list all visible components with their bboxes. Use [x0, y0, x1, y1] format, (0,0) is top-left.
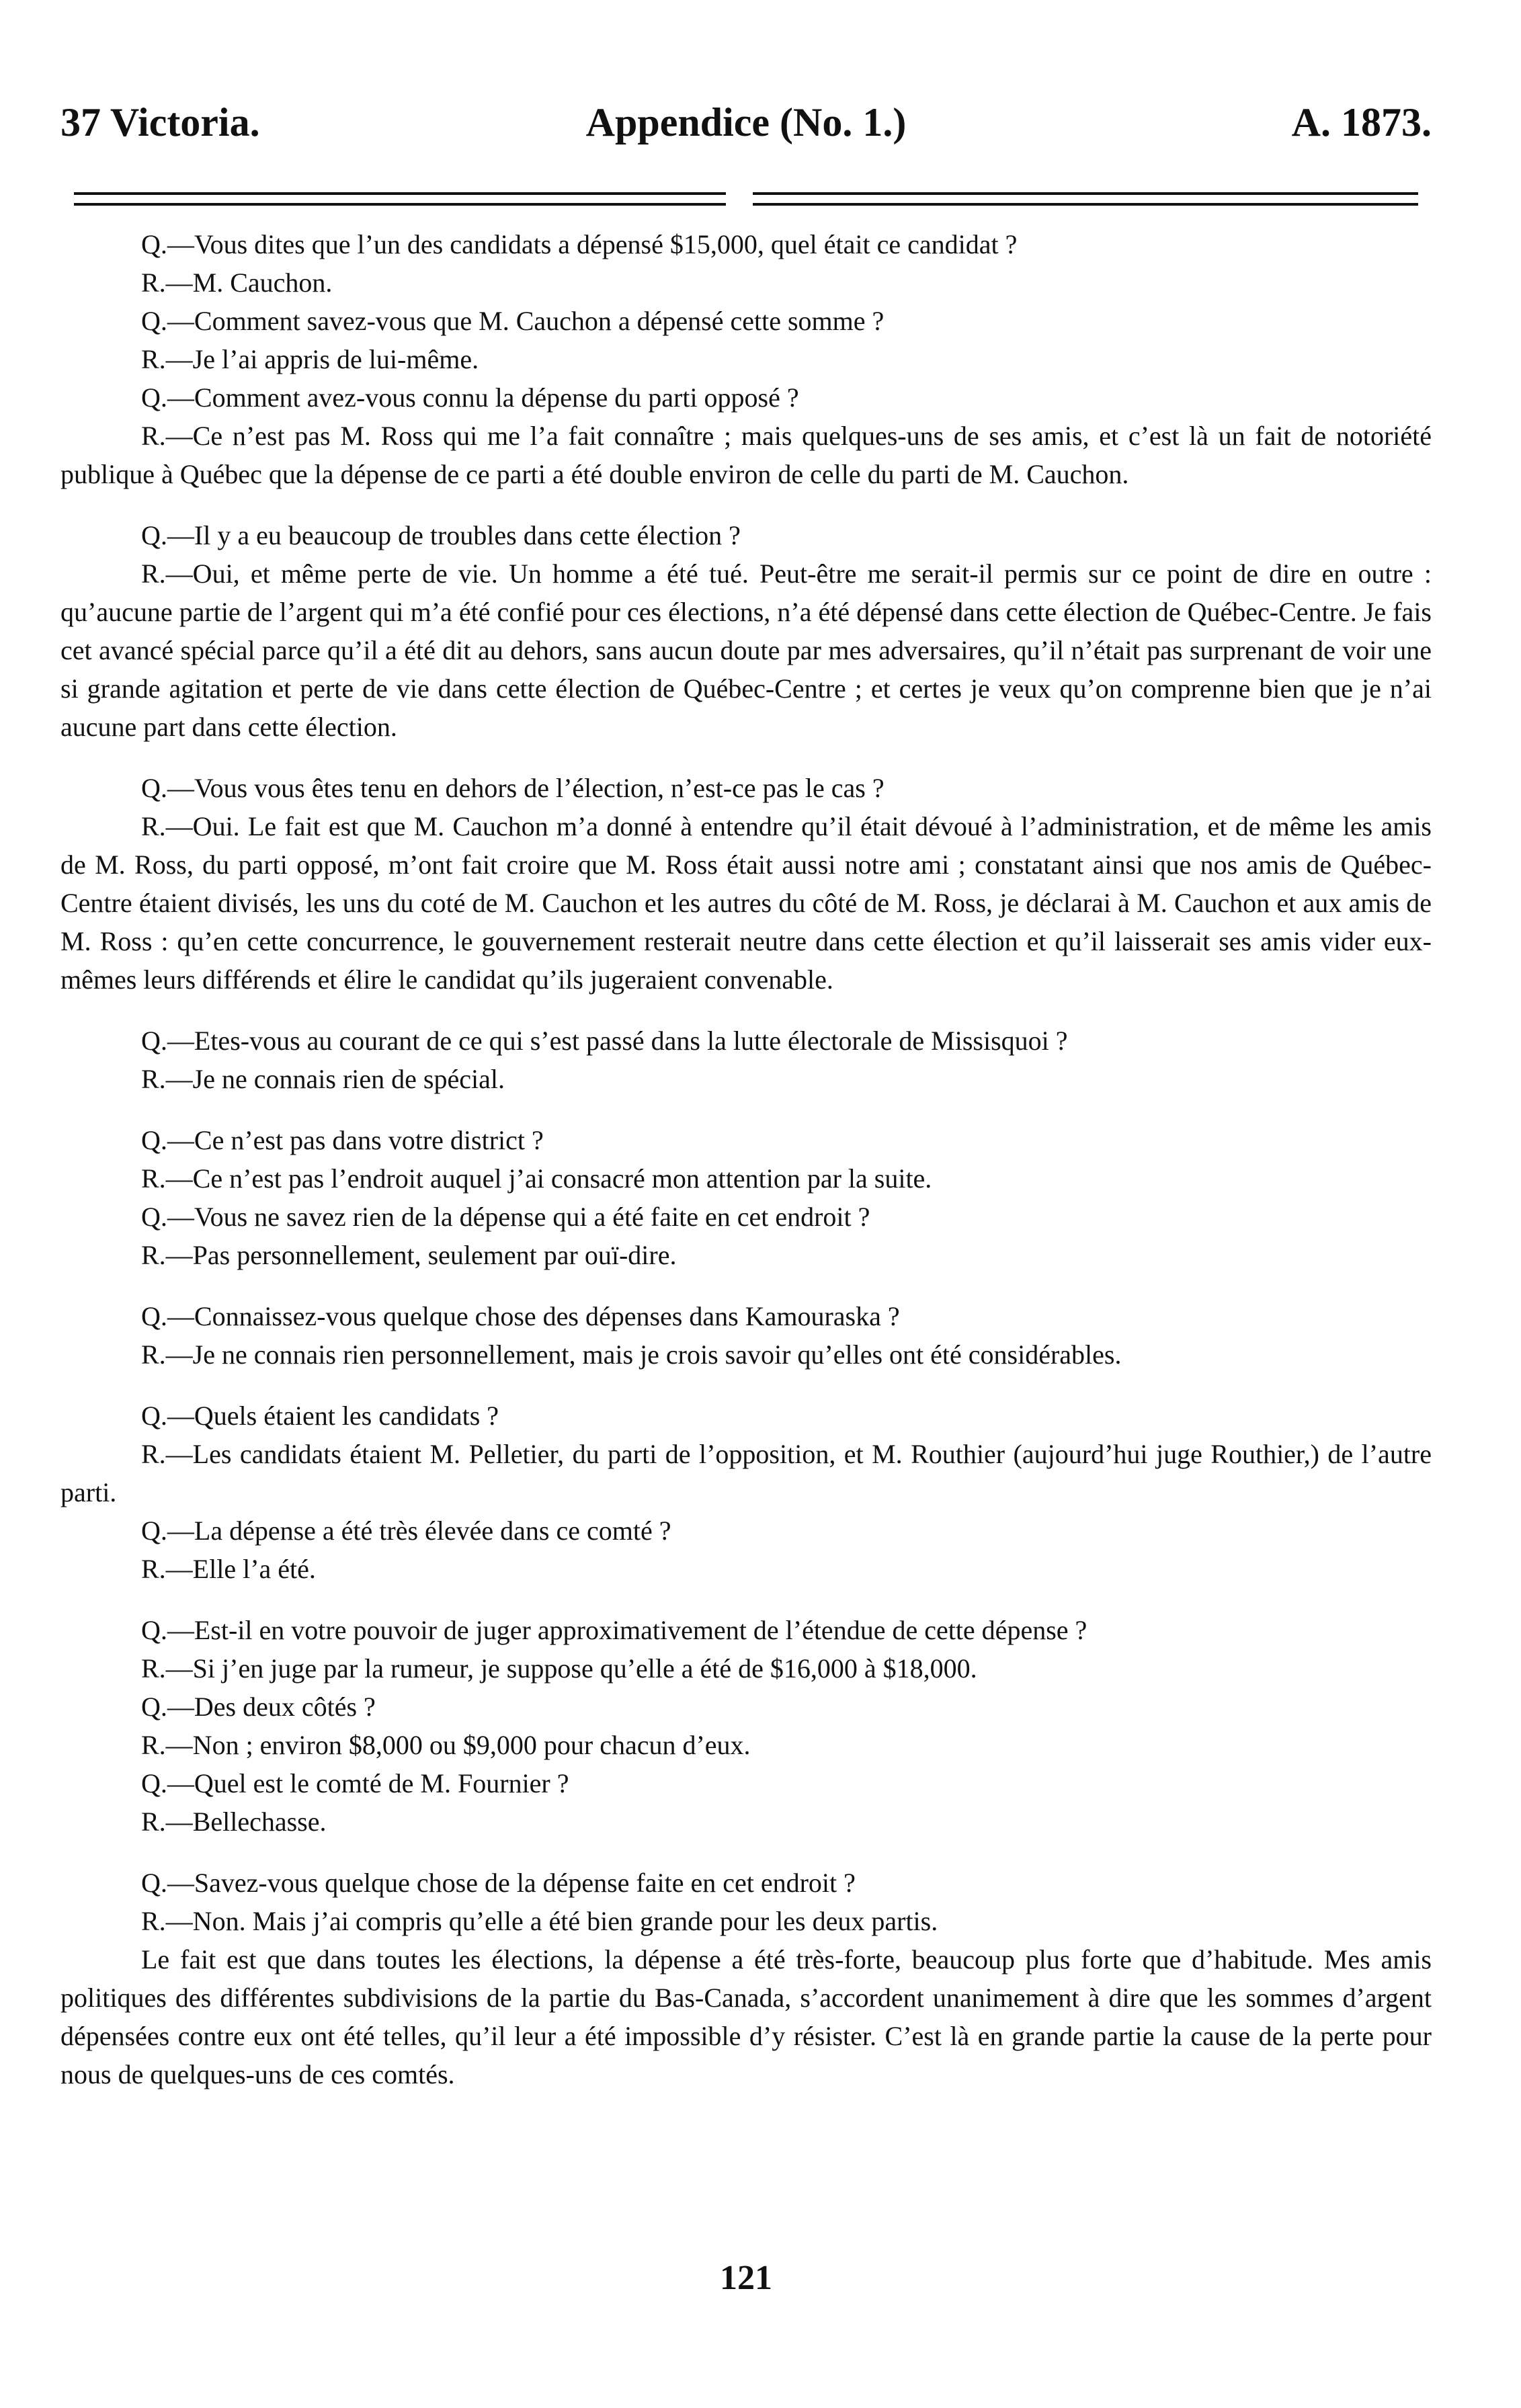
section-2 — [60, 516, 1432, 746]
question-line: Q.—Il y a eu beaucoup de troubles dans cette élection ? — [141, 520, 741, 550]
section-6 — [60, 1297, 1432, 1374]
header-rule-right — [753, 192, 1418, 206]
document-page — [60, 0, 1432, 2408]
header-left: 37 Victoria. — [60, 100, 260, 144]
answer-paragraph: R.—Oui, et même perte de vie. Un homme a été tué. Peut-être me serait-il permis sur ce point de dire en outre : qu’aucune partie de l’argent qui m’a été confié pour ces élections, n’a été dépensé dans cette élection de Québec-Centre. Je fais cet avancé spécial parce qu’il a été dit au dehors, sans aucun doute par mes adversaires, qu’il n’était pas surprenant de voir une si grande agitation et perte de vie dans cette élection de Québec-Centre ; et certes je veux qu’on comprenne bien que je n’ai aucune part dans cette élection. — [60, 558, 1432, 742]
question-line: Q.—Quels étaient les candidats ? — [141, 1401, 499, 1431]
answer-line: R.—M. Cauchon. — [141, 267, 333, 298]
section-4 — [60, 1022, 1432, 1098]
question-line: Q.—Vous dites que l’un des candidats a dépensé $15,000, quel était ce candidat ? — [141, 229, 1018, 259]
question-line: Q.—Connaissez-vous quelque chose des dépenses dans Kamouraska ? — [141, 1301, 900, 1331]
answer-line: R.—Ce n’est pas l’endroit auquel j’ai consacré mon attention par la suite. — [141, 1163, 932, 1194]
closing-paragraph: Le fait est que dans toutes les élections, la dépense a été très-forte, beaucoup plus forte que d’habitude. Mes amis politiques des différentes subdivisions de la partie du Bas-Canada, s’accordent unanimement à dire que les sommes d’argent dépensées contre eux ont été telles, qu’il leur a été impossible d’y résister. C’est là en grande partie la cause de la perte pour nous de quelques-uns de ces comtés. — [60, 1944, 1432, 2089]
section-7 — [60, 1397, 1432, 1588]
answer-paragraph: R.—Oui. Le fait est que M. Cauchon m’a donné à entendre qu’il était dévoué à l’administration, et de même les amis de M. Ross, du parti opposé, m’ont fait croire que M. Ross était aussi notre ami ; constatant ainsi que nos amis de Québec-Centre étaient divisés, les uns du coté de M. Cauchon et les autres du côté de M. Ross, je déclarai à M. Cauchon et aux amis de M. Ross : qu’en cette concurrence, le gouvernement resterait neutre dans cette élection et qu’il laisserait ses amis vider eux-mêmes leurs différends et élire le candidat qu’ils jugeraient convenable. — [60, 811, 1432, 995]
header-right: A. 1873. — [1291, 100, 1432, 144]
header-rule-left — [74, 192, 726, 206]
page-number: 121 — [720, 2259, 772, 2297]
page-header — [60, 99, 1432, 153]
question-line: Q.—Savez-vous quelque chose de la dépense faite en cet endroit ? — [141, 1868, 856, 1898]
answer-paragraph: R.—Je ne connais rien personnellement, mais je crois savoir qu’elles ont été considérables. — [141, 1339, 1122, 1370]
document-body — [60, 225, 1432, 2116]
question-line: Q.—Quel est le comté de M. Fournier ? — [141, 1768, 569, 1798]
question-line: Q.—La dépense a été très élevée dans ce comté ? — [141, 1516, 671, 1546]
question-line: Q.—Etes-vous au courant de ce qui s’est passé dans la lutte électorale de Missisquoi ? — [141, 1026, 1068, 1056]
section-1 — [60, 225, 1432, 493]
question-line: Q.—Comment savez-vous que M. Cauchon a dépensé cette somme ? — [141, 306, 885, 336]
section-5 — [60, 1121, 1432, 1274]
answer-line: R.—Pas personnellement, seulement par ouï-dire. — [141, 1240, 677, 1270]
question-line: Q.—Vous vous êtes tenu en dehors de l’élection, n’est-ce pas le cas ? — [141, 773, 885, 803]
answer-paragraph: R.—Ce n’est pas M. Ross qui me l’a fait connaître ; mais quelques-uns de ses amis, et c’est là un fait de notoriété publique à Québec que la dépense de ce parti a été double environ de celle du parti de M. Cauchon. — [60, 421, 1432, 489]
section-3 — [60, 769, 1432, 999]
question-line: Q.—Des deux côtés ? — [141, 1692, 376, 1722]
question-line: Q.—Ce n’est pas dans votre district ? — [141, 1125, 544, 1155]
answer-line: R.—Je l’ai appris de lui-même. — [141, 344, 479, 374]
answer-line: R.—Bellechasse. — [141, 1807, 327, 1837]
answer-line: R.—Elle l’a été. — [141, 1554, 316, 1584]
section-8 — [60, 1611, 1432, 1841]
answer-line: R.—Non ; environ $8,000 ou $9,000 pour chacun d’eux. — [141, 1730, 751, 1760]
answer-paragraph: R.—Les candidats étaient M. Pelletier, du parti de l’opposition, et M. Routhier (aujourd’hui juge Routhier,) de l’autre parti. — [60, 1439, 1432, 1507]
section-9 — [60, 1864, 1432, 2093]
question-line: Q.—Est-il en votre pouvoir de juger approximativement de l’étendue de cette dépense ? — [141, 1615, 1087, 1645]
answer-line: R.—Si j’en juge par la rumeur, je suppose qu’elle a été de $16,000 à $18,000. — [141, 1653, 977, 1684]
header-rules — [74, 192, 1418, 206]
header-center: Appendice (No. 1.) — [585, 100, 907, 144]
answer-line: R.—Je ne connais rien de spécial. — [141, 1064, 505, 1094]
question-line: Q.—Vous ne savez rien de la dépense qui a été faite en cet endroit ? — [141, 1202, 870, 1232]
question-line: Q.—Comment avez-vous connu la dépense du parti opposé ? — [141, 382, 799, 413]
answer-line: R.—Non. Mais j’ai compris qu’elle a été bien grande pour les deux partis. — [141, 1906, 938, 1936]
